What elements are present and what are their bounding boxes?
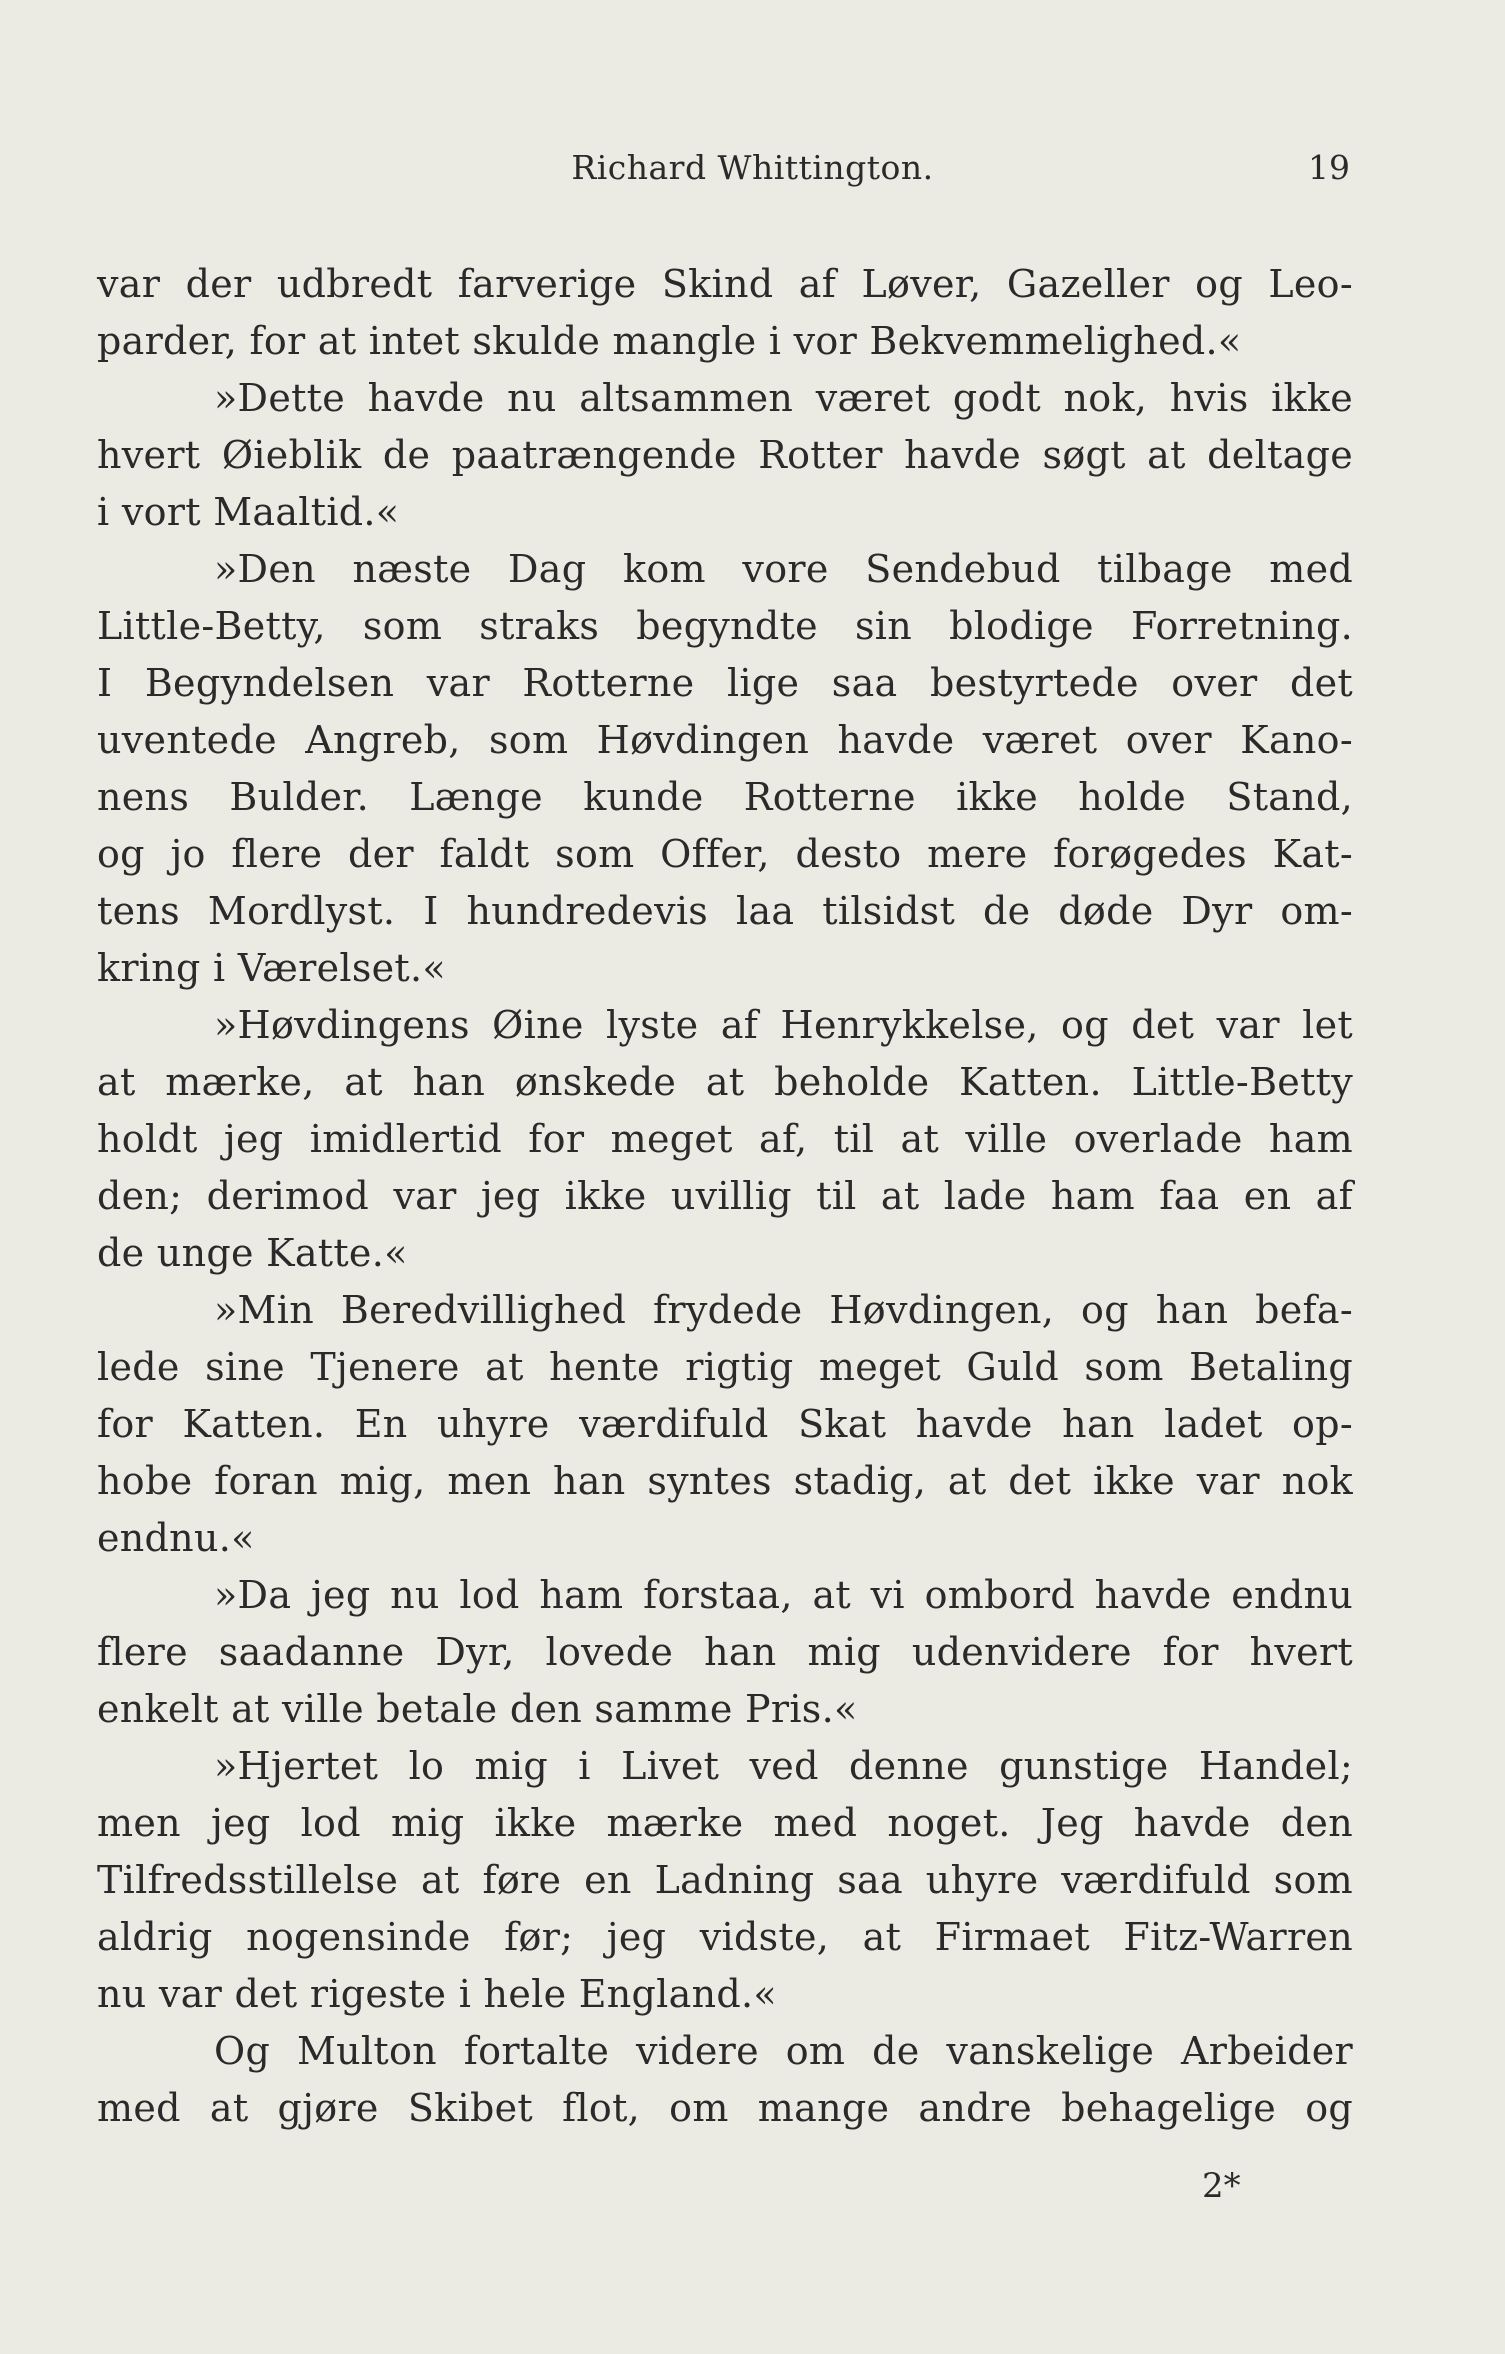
text-line: kring i Værelset.« — [97, 946, 446, 990]
text-line: »Den næste Dag kom vore Sendebud tilbage med — [214, 547, 1353, 591]
text-line: »Dette havde nu altsammen været godt nok, hvis ikke — [214, 376, 1353, 420]
text-line: for Katten. En uhyre værdifuld Skat havde han ladet op- — [97, 1402, 1353, 1446]
text-line: hobe foran mig, men han syntes stadig, at det ikke var nok — [97, 1459, 1353, 1503]
text-line: var der udbredt farverige Skind af Løver, Gazeller og Leo- — [97, 262, 1353, 306]
running-head — [0, 148, 1505, 198]
text-line: tens Mordlyst. I hundredevis laa tilsidst de døde Dyr om- — [97, 889, 1353, 933]
text-line: lede sine Tjenere at hente rigtig meget Guld som Betaling — [97, 1345, 1353, 1389]
text-line: endnu.« — [97, 1516, 255, 1560]
text-line: »Hjertet lo mig i Livet ved denne gunstige Handel; — [214, 1744, 1353, 1788]
text-line: »Høvdingens Øine lyste af Henrykkelse, og det var let — [214, 1003, 1353, 1047]
body-text — [97, 256, 1353, 2137]
text-line: hvert Øieblik de paatrængende Rotter havde søgt at deltage — [97, 433, 1353, 477]
text-line: enkelt at ville betale den samme Pris.« — [97, 1687, 858, 1731]
text-line: med at gjøre Skibet flot, om mange andre behagelige og — [97, 2086, 1353, 2130]
text-line: parder, for at intet skulde mangle i vor Bekvemmelighed.« — [97, 319, 1242, 363]
text-line: Og Multon fortalte videre om de vanskelige Arbeider — [214, 2029, 1353, 2073]
text-line: den; derimod var jeg ikke uvillig til at lade ham faa en af — [97, 1174, 1353, 1218]
text-line: nu var det rigeste i hele England.« — [97, 1972, 777, 2016]
running-title: Richard Whittington. — [571, 148, 934, 187]
text-line: de unge Katte.« — [97, 1231, 408, 1275]
text-line: men jeg lod mig ikke mærke med noget. Jeg havde den — [97, 1801, 1353, 1845]
text-line: flere saadanne Dyr, lovede han mig udenvidere for hvert — [97, 1630, 1353, 1674]
text-line: og jo flere der faldt som Offer, desto mere forøgedes Kat- — [97, 832, 1353, 876]
text-line: Little-Betty, som straks begyndte sin blodige Forretning. — [97, 604, 1353, 648]
text-line: aldrig nogensinde før; jeg vidste, at Firmaet Fitz-Warren — [97, 1915, 1353, 1959]
text-line: holdt jeg imidlertid for meget af, til at ville overlade ham — [97, 1117, 1353, 1161]
text-line: at mærke, at han ønskede at beholde Katten. Little-Betty — [97, 1060, 1353, 1104]
text-line: uventede Angreb, som Høvdingen havde været over Kano- — [97, 718, 1353, 762]
signature-mark: 2* — [1202, 2166, 1241, 2206]
text-line: Tilfredsstillelse at føre en Ladning saa uhyre værdifuld som — [97, 1858, 1353, 1902]
text-line: nens Bulder. Længe kunde Rotterne ikke holde Stand, — [97, 775, 1353, 819]
text-line: i vort Maaltid.« — [97, 490, 400, 534]
text-line: »Min Beredvillighed frydede Høvdingen, og han befa- — [214, 1288, 1353, 1332]
text-line: »Da jeg nu lod ham forstaa, at vi ombord havde endnu — [214, 1573, 1353, 1617]
page-number: 19 — [1308, 148, 1350, 187]
text-line: I Begyndelsen var Rotterne lige saa bestyrtede over det — [97, 661, 1353, 705]
